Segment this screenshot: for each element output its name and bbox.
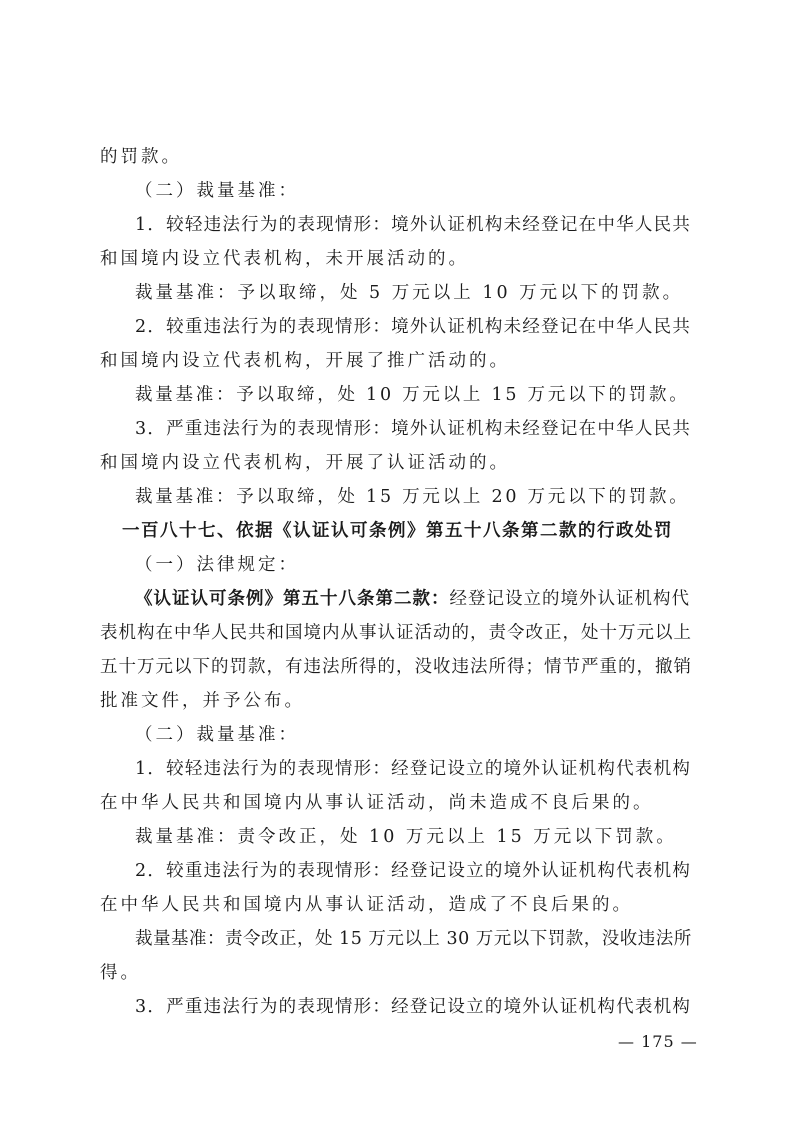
paragraph-line: （二）裁量基准： bbox=[135, 725, 299, 745]
paragraph-line: 3．严重违法行为的表现情形：经登记设立的境外认证机构代表机构 bbox=[135, 997, 692, 1017]
paragraph-line: 在中华人民共和国境内从事认证活动，造成了不良后果的。 bbox=[100, 895, 633, 915]
paragraph-line: 1．较轻违法行为的表现情形：经登记设立的境外认证机构代表机构 bbox=[135, 759, 692, 779]
citation-line bbox=[135, 582, 690, 616]
paragraph-line: 2．较重违法行为的表现情形：经登记设立的境外认证机构代表机构 bbox=[135, 861, 692, 881]
paragraph-line: 裁量基准：予以取缔，处 15 万元以上 20 万元以下的罚款。 bbox=[135, 487, 690, 507]
paragraph-line: 得。 bbox=[100, 963, 141, 983]
section-heading: 一百八十七、依据《认证认可条例》第五十八条第二款的行政处罚 bbox=[122, 521, 673, 541]
paragraph-line: 五十万元以下的罚款，有违法所得的，没收违法所得；情节严重的，撤销 bbox=[100, 657, 692, 677]
paragraph-line: 批准文件，并予公布。 bbox=[100, 691, 305, 711]
paragraph-line: 3．严重违法行为的表现情形：境外认证机构未经登记在中华人民共 bbox=[135, 419, 692, 439]
citation-label: 《认证认可条例》第五十八条第二款： bbox=[135, 589, 450, 609]
paragraph-line: 和国境内设立代表机构，开展了认证活动的。 bbox=[100, 453, 510, 473]
paragraph-line: 裁量基准：责令改正，处 10 万元以上 15 万元以下罚款。 bbox=[135, 827, 677, 847]
paragraph-line: （二）裁量基准： bbox=[135, 181, 299, 201]
page-number: — 175 — bbox=[618, 1032, 698, 1051]
paragraph-line: 在中华人民共和国境内从事认证活动，尚未造成不良后果的。 bbox=[100, 793, 654, 813]
paragraph-line: 2．较重违法行为的表现情形：境外认证机构未经登记在中华人民共 bbox=[135, 317, 692, 337]
paragraph-line: 和国境内设立代表机构，未开展活动的。 bbox=[100, 249, 469, 269]
paragraph-line: 表机构在中华人民共和国境内从事认证活动的，责令改正，处十万元以上 bbox=[100, 623, 692, 643]
paragraph-line: （一）法律规定： bbox=[135, 555, 299, 575]
paragraph-line: 1．较轻违法行为的表现情形：境外认证机构未经登记在中华人民共 bbox=[135, 215, 692, 235]
citation-text: 经登记设立的境外认证机构代 bbox=[449, 589, 690, 609]
paragraph-line: 的罚款。 bbox=[100, 147, 182, 167]
paragraph-line: 和国境内设立代表机构，开展了推广活动的。 bbox=[100, 351, 510, 371]
paragraph-line: 裁量基准：予以取缔，处 5 万元以上 10 万元以下的罚款。 bbox=[135, 283, 684, 303]
paragraph-line: 裁量基准：责令改正，处 15 万元以上 30 万元以下罚款，没收违法所 bbox=[135, 929, 692, 949]
paragraph-line: 裁量基准：予以取缔，处 10 万元以上 15 万元以下的罚款。 bbox=[135, 385, 690, 405]
